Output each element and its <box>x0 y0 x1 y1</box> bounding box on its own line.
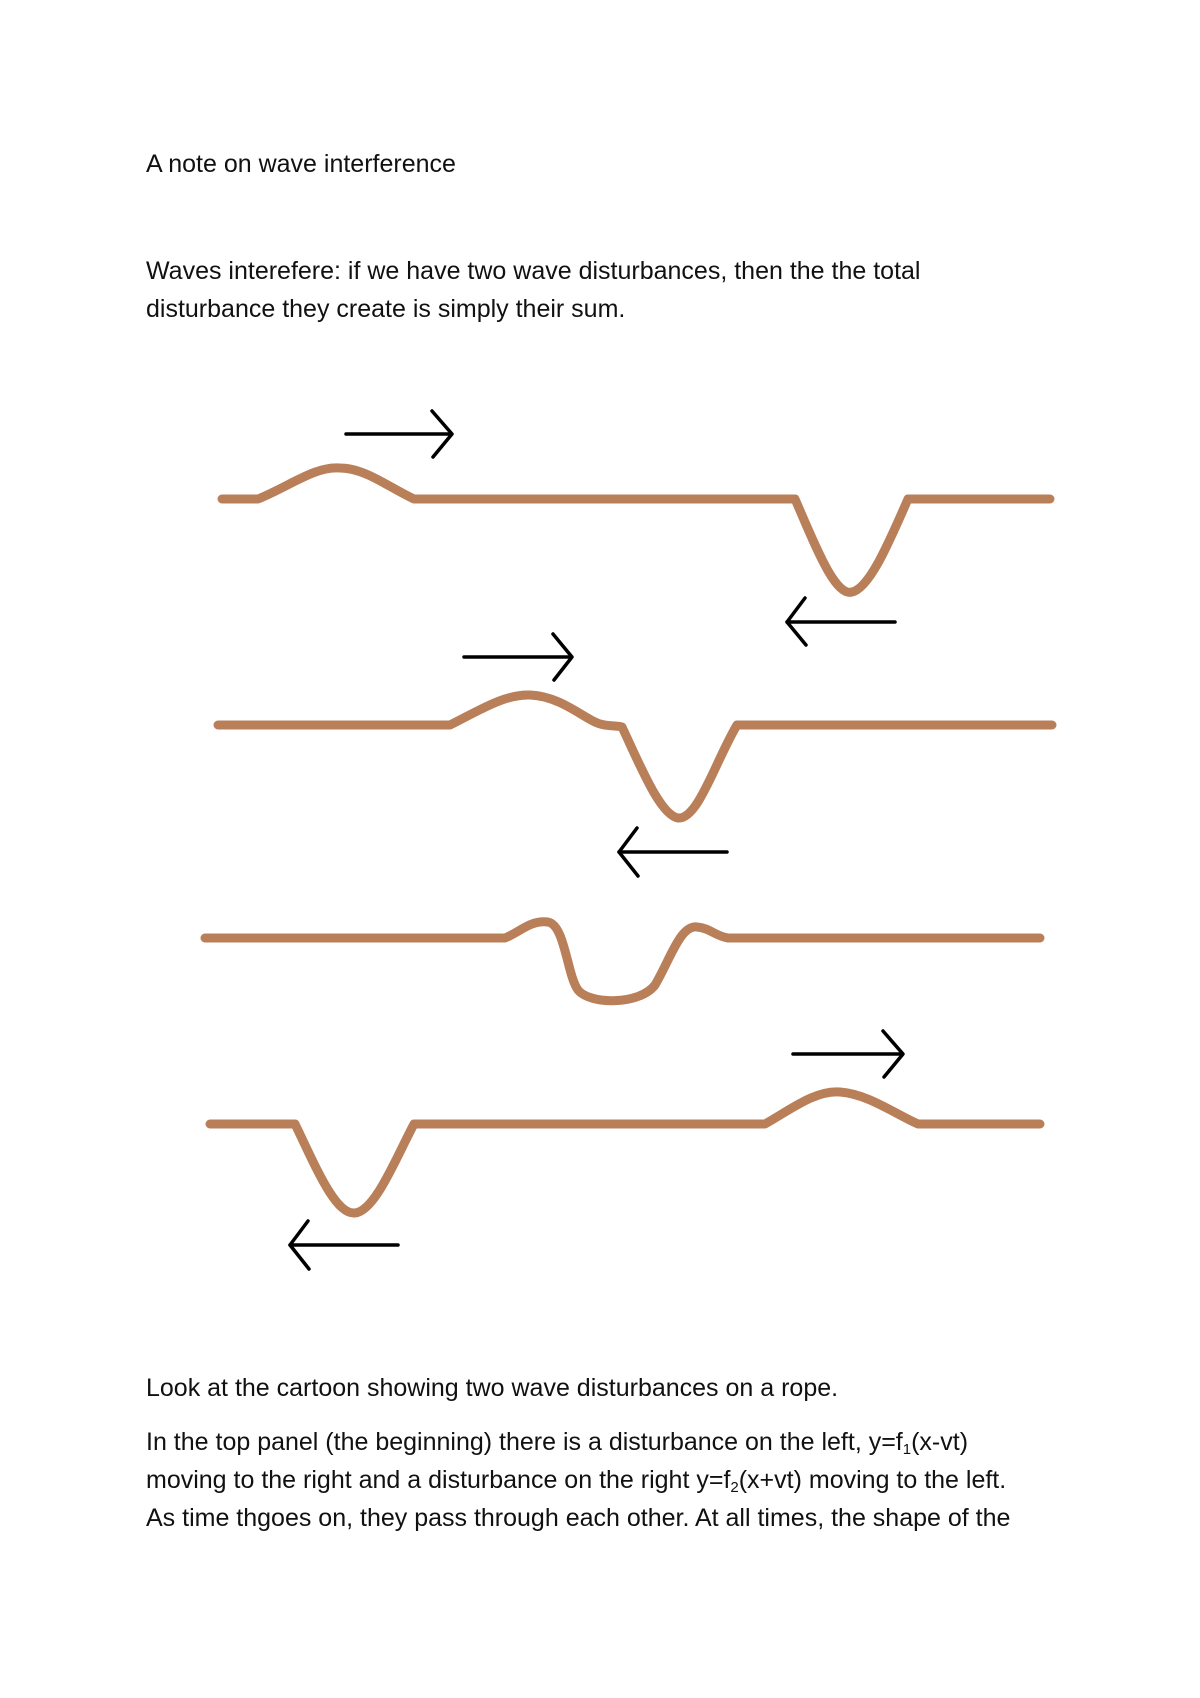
rope-panel-1 <box>222 468 1050 592</box>
left-arrow-panel-4-icon <box>290 1221 398 1269</box>
body-line-2-text-a: In the top panel (the beginning) there is a disturbance on the left, y=f <box>146 1428 903 1456</box>
body-line-2-text-b: (x-vt) <box>911 1428 969 1456</box>
body-paragraph-line-2 <box>146 1423 968 1461</box>
subscript-1: 1 <box>902 1441 912 1458</box>
left-arrow-panel-2-icon <box>619 828 727 876</box>
wave-interference-figure <box>0 380 1200 1330</box>
document-title: A note on wave interference <box>146 150 456 178</box>
body-line-3-text-a: moving to the right and a disturbance on the right y=f <box>146 1466 731 1494</box>
right-arrow-panel-2-icon <box>464 634 572 680</box>
body-line-3-text-b: (x+vt) moving to the left. <box>738 1466 1007 1494</box>
body-paragraph-line-1: Look at the cartoon showing two wave disturbances on a rope. <box>146 1374 839 1402</box>
subscript-2: 2 <box>730 1479 739 1496</box>
right-arrow-panel-1-icon <box>346 411 452 457</box>
left-arrow-panel-1-icon <box>787 598 895 645</box>
rope-panel-2 <box>218 695 1052 818</box>
intro-paragraph-line-1: Waves interefere: if we have two wave disturbances, then the the total <box>146 257 921 285</box>
rope-panel-3 <box>205 922 1040 1001</box>
rope-panel-4 <box>210 1092 1040 1213</box>
right-arrow-panel-4-icon <box>793 1031 903 1077</box>
body-paragraph-line-4: As time thgoes on, they pass through each other. At all times, the shape of the <box>146 1504 1011 1532</box>
intro-paragraph-line-2: disturbance they create is simply their sum. <box>146 295 626 323</box>
body-paragraph-line-3 <box>146 1461 1006 1499</box>
